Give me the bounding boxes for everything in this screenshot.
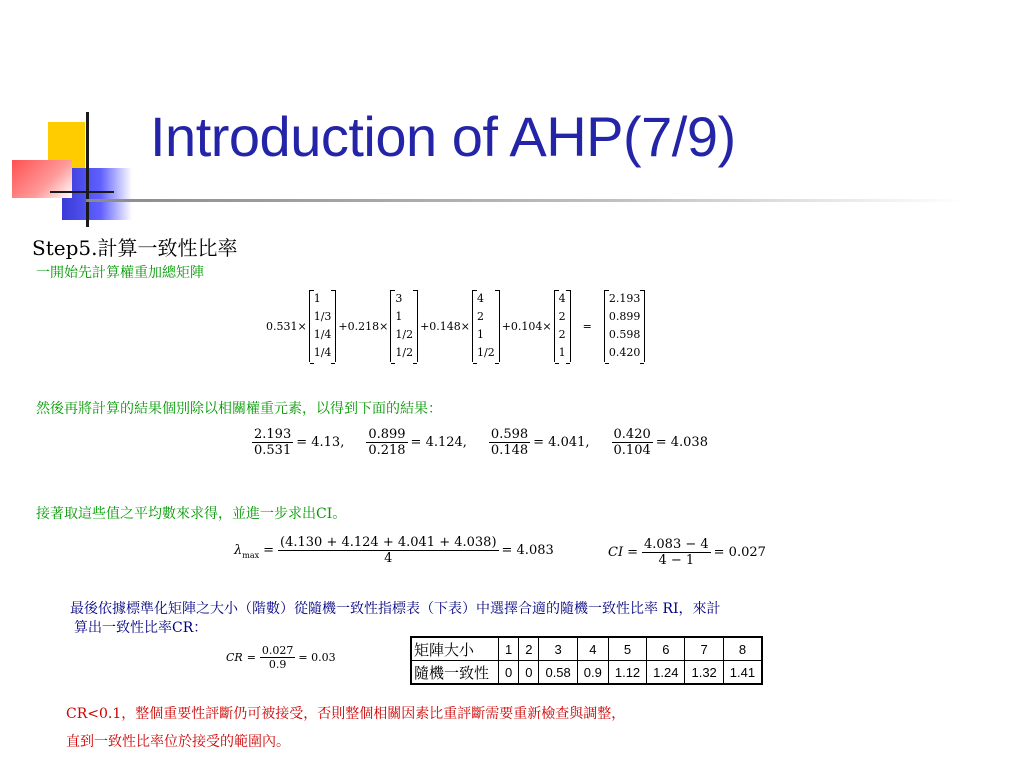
weighted-sum-equation [264, 290, 645, 362]
cr-value: = 0.03 [298, 651, 336, 664]
ratio-1: $\frac{2.193}{0.531}$ [254, 427, 292, 458]
row-header-size: 矩陣大小 [411, 637, 499, 661]
lambda-fraction: $\frac{(4.130 + 4.124 + 4.041 + 4.038)}{4}$ [280, 535, 497, 566]
table-row: 矩陣大小 1 2 3 4 5 6 7 8 [411, 637, 762, 661]
matrix-column-3: 4 2 1 1/2 [472, 290, 500, 362]
weight-2: +0.218× [338, 319, 389, 333]
instruction-line-1: 一開始先計算權重加總矩陣 [36, 265, 204, 281]
blue-square [62, 168, 132, 220]
ratio-results [252, 427, 708, 458]
row-header-ri: 隨機一致性 [411, 661, 499, 685]
lambda-max-equation: λ max = $\frac{(4.130 + 4.124 + 4.041 + 4.038)}{4}$ = 4.083 [234, 535, 554, 566]
slide-title: Introduction of AHP(7/9) [150, 105, 736, 168]
table-row: 隨機一致性 0 0 0.58 0.9 1.12 1.24 1.32 1.41 [411, 661, 762, 685]
instruction-line-2: 然後再將計算的結果個別除以相關權重元素，以得到下面的結果： [36, 401, 442, 417]
vertical-line [86, 112, 89, 227]
ci-fraction: $\frac{4.083 - 4}{4 - 1}$ [644, 537, 709, 568]
result-vector: 2.193 0.899 0.598 0.420 [604, 290, 646, 362]
cr-fraction: $\frac{0.027}{0.9}$ [261, 644, 294, 671]
ci-equation: CI = $\frac{4.083 - 4}{4 - 1}$ = 0.027 [608, 537, 766, 568]
equals-sign: = [582, 319, 592, 333]
paragraph-4-line-1: 最後依據標準化矩陣之大小（階數）從隨機一致性指標表（下表）中選擇合適的隨機一致性比率 RI，來計 [70, 601, 721, 617]
title-divider [86, 199, 966, 202]
slide-logo-decoration [0, 0, 150, 240]
random-index-table [410, 636, 763, 685]
weight-3: +0.148× [420, 319, 470, 333]
conclusion-line-1: CR<0.1，整個重要性評斷仍可被接受，否則整個相關因素比重評斷需要重新檢查與調整， [66, 706, 626, 722]
weight-4: +0.104× [501, 319, 552, 333]
instruction-line-3: 接著取這些值之平均數來求得，並進一步求出CI。 [36, 506, 347, 522]
step-heading: Step5.計算一致性比率 [32, 236, 238, 260]
lambda-value: = 4.083 [501, 543, 554, 558]
matrix-column-1: 1 1/3 1/4 1/4 [309, 290, 337, 362]
ratio-4: $\frac{0.420}{0.104}$ [613, 427, 651, 458]
conclusion-line-2: 直到一致性比率位於接受的範圍內。 [66, 734, 290, 750]
ratio-2-value: = 4.124, [410, 435, 467, 450]
ratio-3-value: = 4.041, [533, 435, 590, 450]
ci-value: = 0.027 [713, 545, 766, 560]
cr-symbol: CR [226, 651, 243, 664]
matrix-column-2: 3 1 1/2 1/2 [390, 290, 418, 362]
paragraph-4-line-2: 算出一致性比率CR： [74, 620, 208, 636]
lambda-subscript: max [242, 551, 260, 560]
lambda-symbol: λ [234, 543, 243, 558]
cr-equation: CR = $\frac{0.027}{0.9}$ = 0.03 [226, 644, 336, 671]
ratio-4-value: = 4.038 [655, 435, 708, 450]
ratio-2: $\frac{0.899}{0.218}$ [368, 427, 406, 458]
weight-1: 0.531× [266, 319, 307, 333]
ratio-1-value: = 4.13, [296, 435, 345, 450]
horizontal-line [50, 191, 114, 193]
ci-symbol: CI [608, 545, 624, 560]
matrix-column-4: 4 2 2 1 [554, 290, 571, 362]
ratio-3: $\frac{0.598}{0.148}$ [490, 427, 529, 458]
